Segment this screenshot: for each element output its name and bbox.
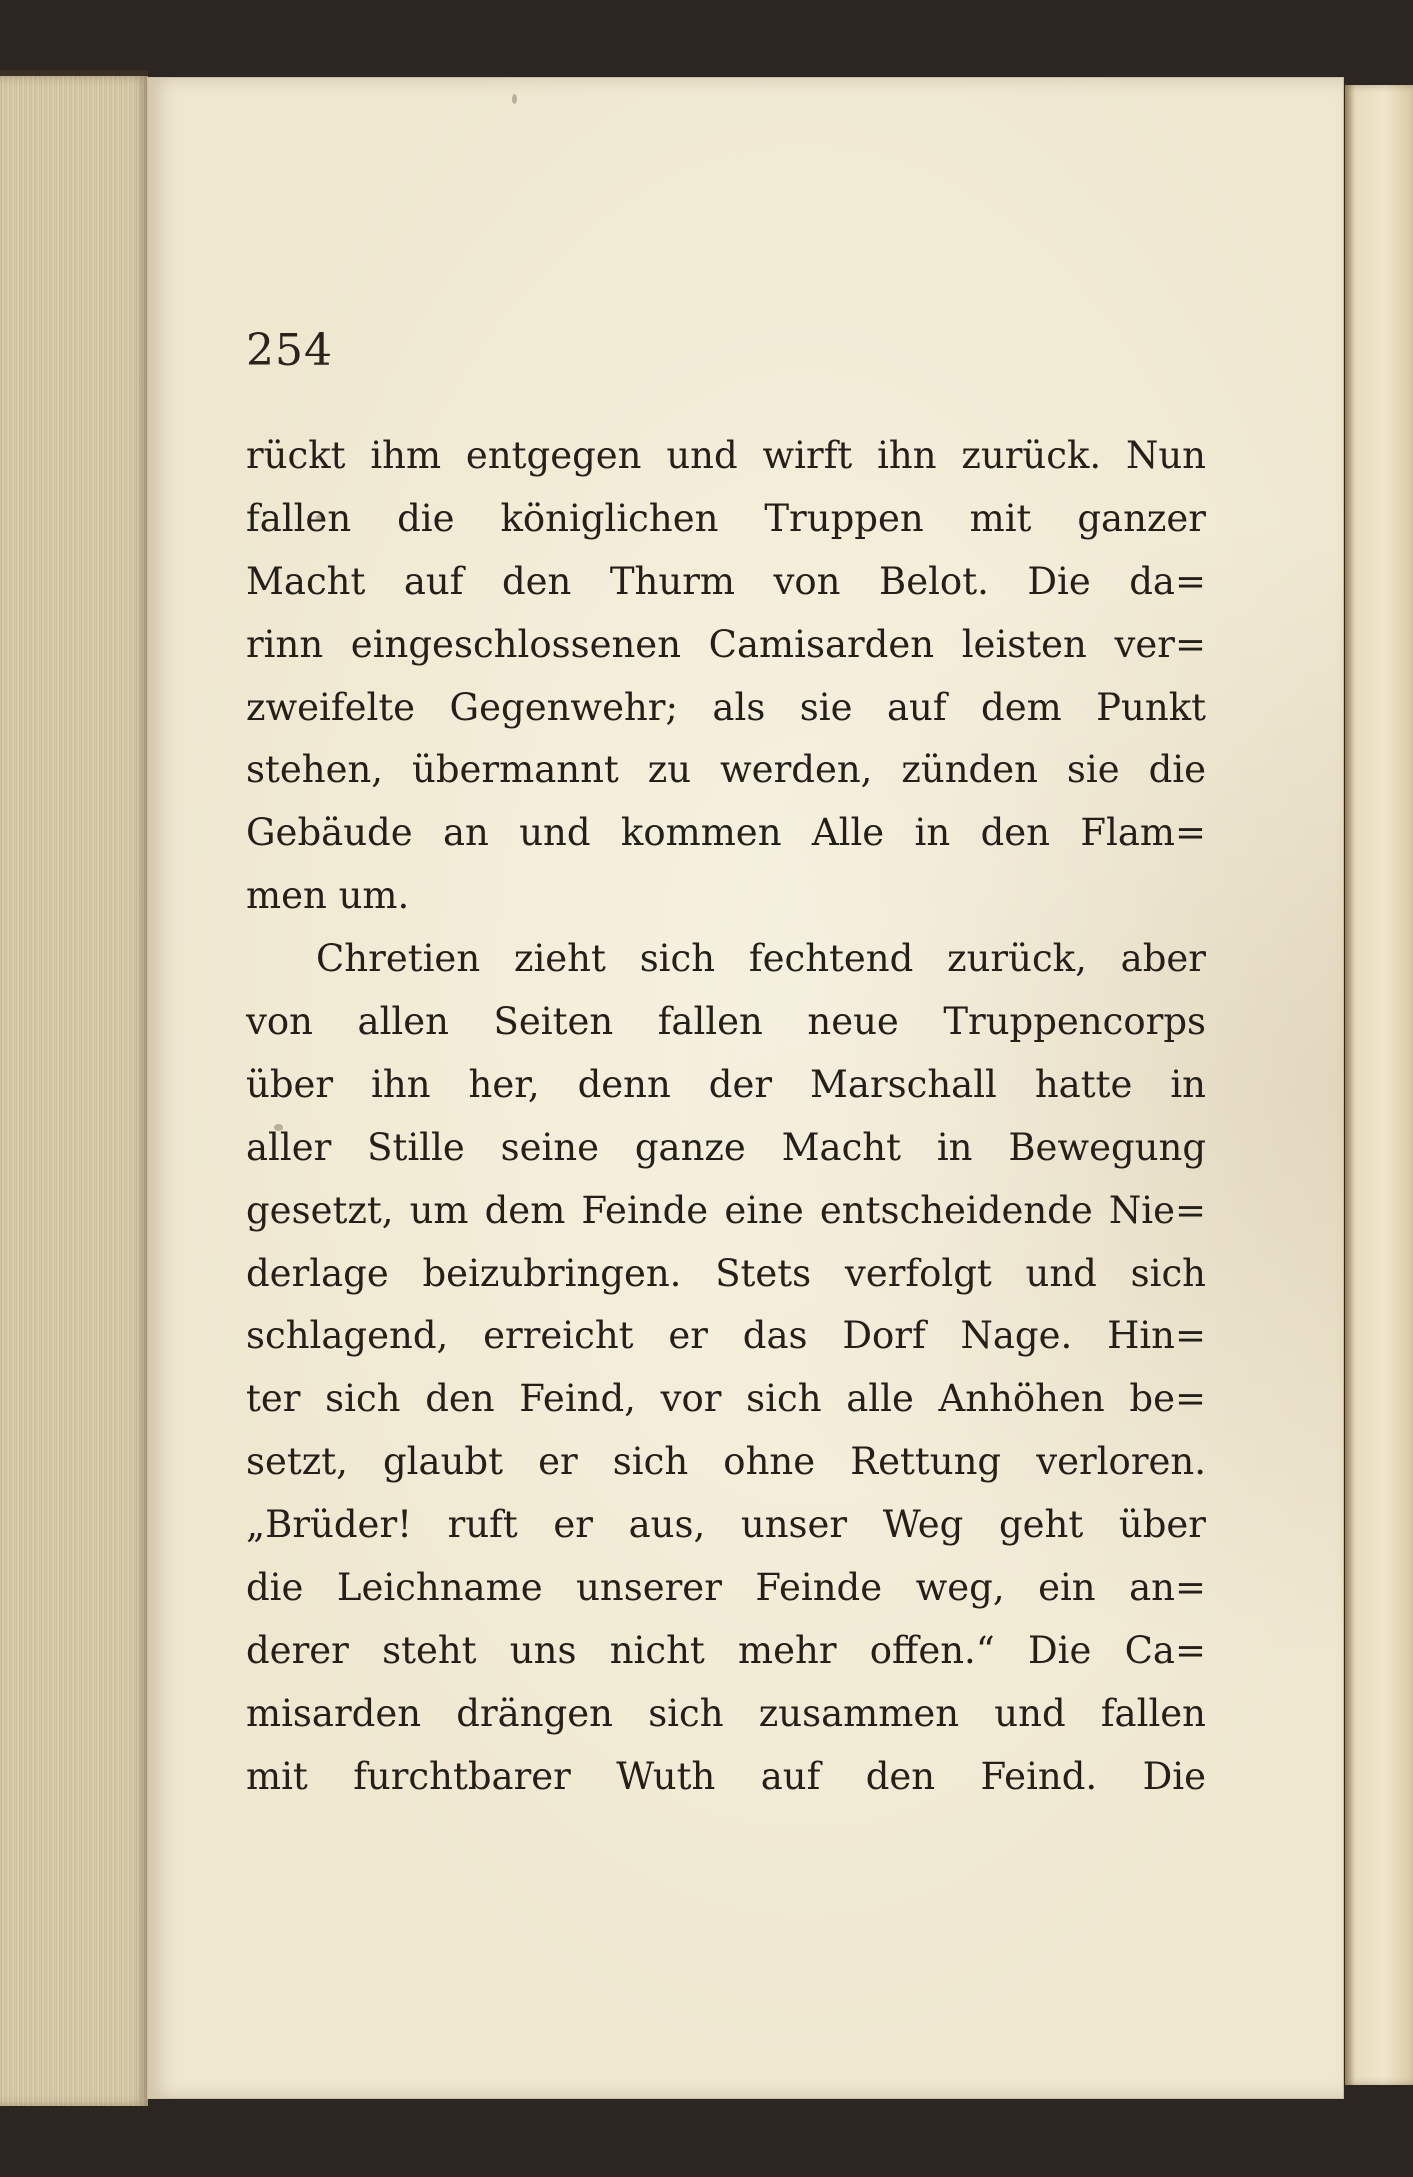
text-line: misarden drängen sich zusammen und fallen (246, 1691, 1206, 1735)
text-line: Gebäude an und kommen Alle in den Flam= (246, 811, 1206, 855)
text-line: setzt, glaubt er sich ohne Rettung verloren. (246, 1440, 1206, 1484)
paper-spot (512, 94, 517, 104)
text-line: rinn eingeschlossenen Camisarden leisten ver= (246, 622, 1206, 666)
text-line: Chretien zieht sich fechtend zurück, aber (316, 937, 1206, 981)
text-line: gesetzt, um dem Feinde eine entscheidende Nie= (246, 1188, 1206, 1232)
page-number: 254 (246, 325, 333, 376)
text-line: schlagend, erreicht er das Dorf Nage. Hin= (246, 1314, 1206, 1358)
text-line: stehen, übermannt zu werden, zünden sie die (246, 748, 1206, 792)
text-line: rückt ihm entgegen und wirft ihn zurück. Nun (246, 434, 1206, 477)
text-line: men um. (246, 874, 410, 918)
text-line: Macht auf den Thurm von Belot. Die da= (246, 559, 1206, 603)
text-line: derlage beizubringen. Stets verfolgt und sich (246, 1251, 1206, 1295)
text-line: mit furchtbarer Wuth auf den Feind. Die (246, 1754, 1206, 1798)
text-line: die Leichname unserer Feinde weg, ein an= (246, 1566, 1206, 1610)
book-page-edges (0, 70, 148, 2106)
text-line: von allen Seiten fallen neue Truppencorps (246, 1000, 1206, 1044)
body-text (246, 425, 1206, 1809)
text-line: derer steht uns nicht mehr offen.“ Die Ca= (246, 1628, 1206, 1672)
facing-page-edge (1345, 85, 1413, 2085)
text-line: „Brüder! ruft er aus, unser Weg geht über (246, 1503, 1206, 1547)
text-line: fallen die königlichen Truppen mit ganzer (246, 496, 1206, 540)
text-line: über ihn her, denn der Marschall hatte in (246, 1062, 1206, 1106)
text-line: ter sich den Feind, vor sich alle Anhöhen be= (246, 1377, 1206, 1421)
text-line: zweifelte Gegenwehr; als sie auf dem Punkt (246, 685, 1206, 729)
text-line: aller Stille seine ganze Macht in Bewegung (246, 1125, 1206, 1169)
